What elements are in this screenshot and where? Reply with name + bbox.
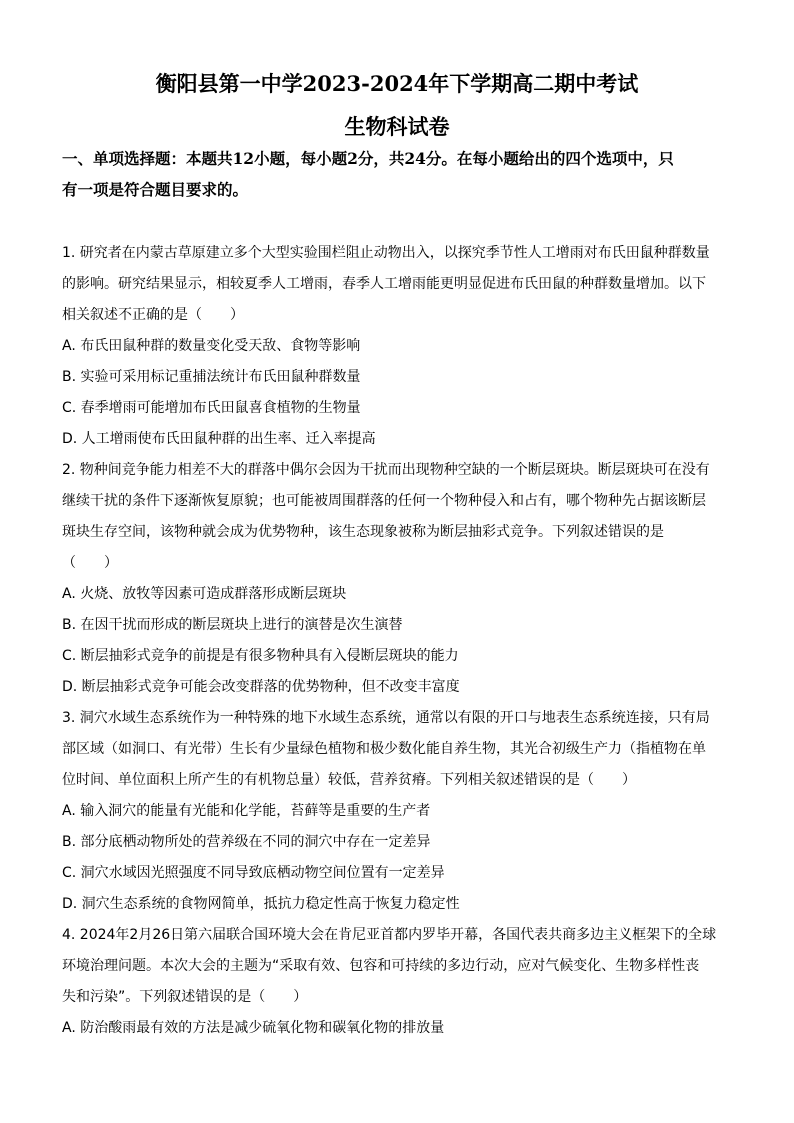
q2-stem-line-1: 2. 物种间竞争能力相差不大的群落中偶尔会因为干扰而出现物种空缺的一个断层斑块。断层斑块可在没有: [62, 462, 710, 478]
q2-option-c: C. 断层抽彩式竞争的前提是有很多物种具有入侵断层斑块的能力: [62, 648, 459, 664]
q2-option-a: A. 火烧、放牧等因素可造成群落形成断层斑块: [62, 586, 347, 602]
q4-stem-line-2: 环境治理问题。本次大会的主题为“采取有效、包容和可持续的多边行动，应对气候变化、生物多样性丧: [62, 958, 700, 974]
q2-stem-line-3: 斑块生存空间，该物种就会成为优势物种，该生态现象被称为断层抽彩式竞争。下列叙述错误的是: [62, 524, 664, 540]
section-heading-line-2: 有一项是符合题目要求的。: [62, 180, 249, 199]
q2-option-d: D. 断层抽彩式竞争可能会改变群落的优势物种，但不改变丰富度: [62, 679, 460, 695]
exam-subtitle: 生物科试卷: [344, 114, 450, 139]
q1-option-d: D. 人工增雨使布氏田鼠种群的出生率、迁入率提高: [62, 431, 376, 447]
q4-stem-line-1: 4. 2024年2月26日第六届联合国环境大会在肯尼亚首都内罗毕开幕，各国代表共商多边主义框架下的全球: [62, 927, 717, 943]
q1-option-a: A. 布氏田鼠种群的数量变化受天敌、食物等影响: [62, 338, 361, 354]
q1-stem-line-2: 的影响。研究结果显示，相较夏季人工增雨，春季人工增雨能更明显促进布氏田鼠的种群数量增加。以下: [62, 276, 706, 292]
q3-stem-line-2: 部区域（如洞口、有光带）生长有少量绿色植物和极少数化能自养生物，其光合初级生产力（指植物在单: [62, 741, 706, 757]
q1-option-c: C. 春季增雨可能增加布氏田鼠喜食植物的生物量: [62, 400, 361, 416]
exam-title: 衡阳县第一中学2023-2024年下学期高二期中考试: [155, 71, 639, 96]
q1-option-b: B. 实验可采用标记重捕法统计布氏田鼠种群数量: [62, 369, 361, 385]
q3-option-b: B. 部分底栖动物所处的营养级在不同的洞穴中存在一定差异: [62, 834, 431, 850]
q3-option-c: C. 洞穴水域因光照强度不同导致底栖动物空间位置有一定差异: [62, 865, 445, 881]
q1-stem-line-1: 1. 研究者在内蒙古草原建立多个大型实验围栏阻止动物出入，以探究季节性人工增雨对布氏田鼠种群数量: [62, 245, 710, 261]
q3-stem-line-1: 3. 洞穴水域生态系统作为一种特殊的地下水域生态系统，通常以有限的开口与地表生态系统连接，只有局: [62, 710, 710, 726]
q2-stem-line-2: 继续干扰的条件下逐渐恢复原貌；也可能被周围群落的任何一个物种侵入和占有，哪个物种先占据该断层: [62, 493, 706, 509]
q2-option-b: B. 在因干扰而形成的断层斑块上进行的演替是次生演替: [62, 617, 403, 633]
section-heading: [62, 143, 732, 205]
q3-stem-line-3: 位时间、单位面积上所产生的有机物总量）较低，营养贫瘠。下列相关叙述错误的是（ ）: [62, 772, 636, 788]
q3-option-d: D. 洞穴生态系统的食物网简单，抵抗力稳定性高于恢复力稳定性: [62, 896, 460, 912]
q4-stem-line-3: 失和污染”。下列叙述错误的是（ ）: [62, 989, 308, 1005]
q1-stem-line-3: 相关叙述不正确的是（ ）: [62, 307, 244, 323]
q4-option-a: A. 防治酸雨最有效的方法是减少硫氧化物和碳氧化物的排放量: [62, 1020, 445, 1036]
q3-option-a: A. 输入洞穴的能量有光能和化学能，苔藓等是重要的生产者: [62, 803, 431, 819]
section-heading-line-1: 一、单项选择题：本题共12小题，每小题2分，共24分。在每小题给出的四个选项中，只: [62, 149, 674, 168]
q2-stem-line-4: （ ）: [62, 555, 118, 571]
